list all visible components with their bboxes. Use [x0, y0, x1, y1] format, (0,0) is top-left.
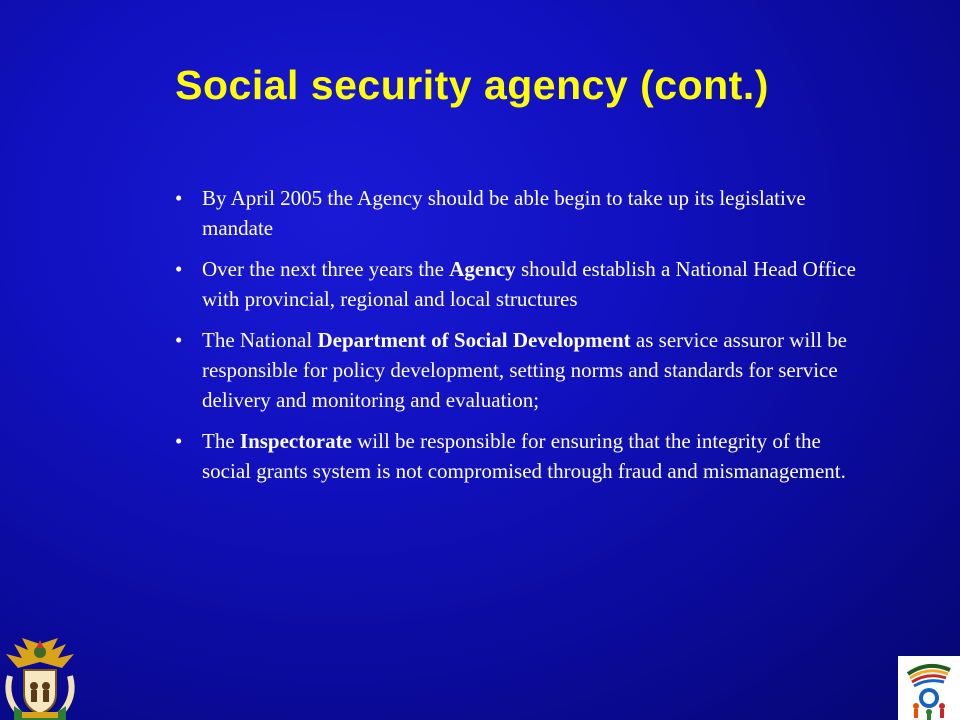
bullet-text: The	[202, 429, 240, 453]
bullet-text: will be responsible for ensuring that the integrity of the social grants system is not compromised through fraud and mismanagement.	[202, 429, 846, 483]
bullet-item	[172, 254, 862, 314]
bullet-emphasis: Inspectorate	[239, 429, 352, 453]
bullet-text: should establish a National Head Office with provincial, regional and local structures	[202, 257, 856, 311]
bullet-text: as service assuror will be responsible for policy development, setting norms and standards for service delivery and monitoring and evaluation;	[202, 328, 848, 412]
bullet-text: Over the next three years the	[202, 257, 450, 281]
bullet-text: By April 2005 the Agency should be able begin to take up its legislative mandate	[202, 186, 806, 240]
bullet-dot-icon: •	[175, 429, 183, 453]
bullet-item	[172, 325, 862, 415]
bullet-item	[172, 426, 862, 486]
bullet-text: The National	[202, 328, 318, 352]
bullet-dot-icon: •	[175, 186, 183, 210]
coat-of-arms-icon	[0, 636, 80, 720]
bullet-emphasis: Department of Social Development	[317, 328, 631, 352]
slide-title: Social security agency (cont.)	[175, 62, 769, 108]
ten-years-of-freedom-logo-icon	[898, 656, 960, 720]
bullet-item	[172, 183, 862, 243]
bullet-emphasis: Agency	[449, 257, 516, 281]
bullet-dot-icon: •	[175, 257, 183, 281]
bullet-dot-icon: •	[175, 328, 183, 352]
bullet-list	[172, 183, 862, 497]
